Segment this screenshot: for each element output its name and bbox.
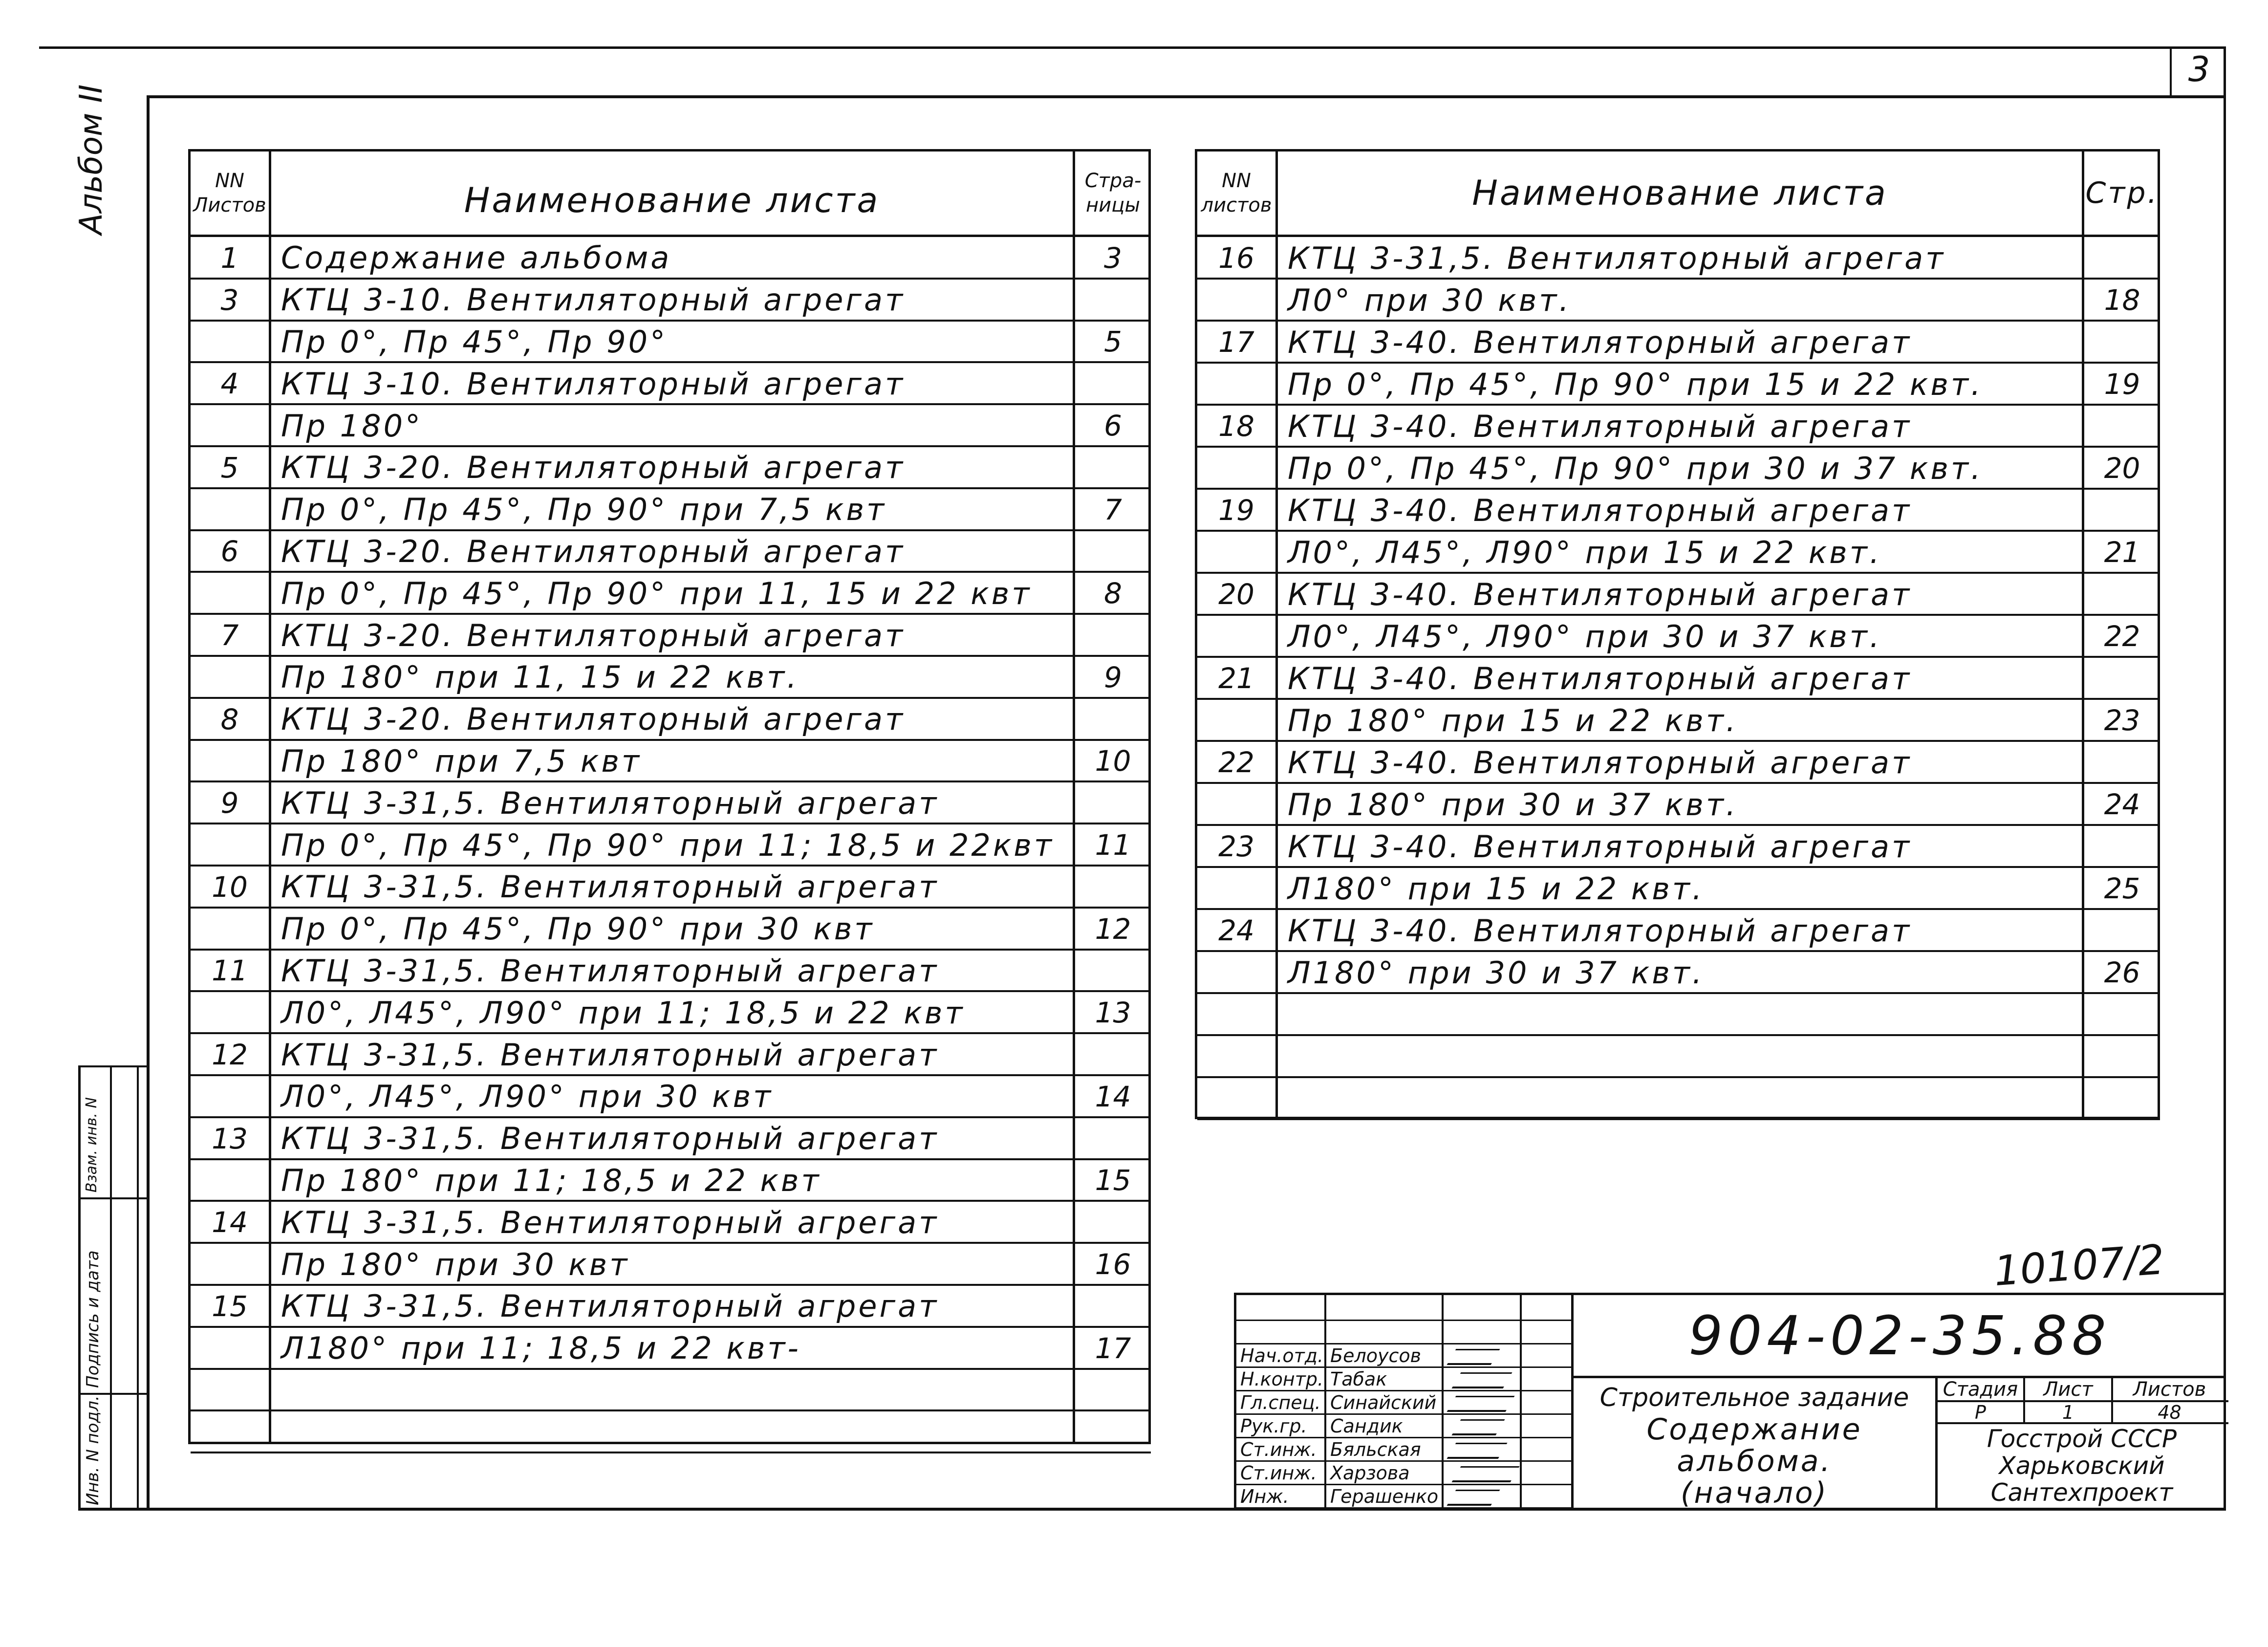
right-table-row-number xyxy=(1197,952,1275,994)
right-table-row-name: Л180° при 30 и 37 квт. xyxy=(1288,954,1705,991)
right-table-row-name: КТЦ 3-40. Вентиляторный агрегат xyxy=(1288,324,1912,360)
left-table-row-number: 14 xyxy=(212,1206,248,1239)
left-table-row-page: 9 xyxy=(1104,660,1122,694)
tb-org-2: Харьковский xyxy=(1999,1452,2165,1480)
right-table-row-page: 19 xyxy=(2104,368,2140,401)
left-contents-table xyxy=(188,149,1151,1444)
right-table-row-page xyxy=(2084,994,2160,1036)
left-table-row-number xyxy=(191,1369,269,1411)
title-block xyxy=(1234,1293,2226,1510)
right-table-row-number xyxy=(1197,1078,1275,1120)
left-table-row-number xyxy=(191,908,269,950)
left-table-row-name: КТЦ 3-31,5. Вентиляторный агрегат xyxy=(281,1121,939,1157)
left-table-row-page xyxy=(1075,614,1151,656)
left-table-row-number: 15 xyxy=(212,1289,248,1323)
left-table-row-number xyxy=(191,824,269,866)
side-stamp-inv: Инв. N подл. xyxy=(83,1395,103,1505)
right-table-row-number xyxy=(1197,615,1275,657)
right-table-row-page xyxy=(2084,657,2160,699)
right-table-row-name xyxy=(1278,1036,2092,1078)
right-table-row-number xyxy=(1197,1036,1275,1078)
tb-sheet: 1 xyxy=(2062,1402,2074,1422)
left-table-row-number: 12 xyxy=(212,1038,248,1072)
left-table-row-page: 13 xyxy=(1095,996,1131,1030)
left-table-row-number: 8 xyxy=(220,702,239,736)
right-table-row-page xyxy=(2084,489,2160,531)
left-table-row-number xyxy=(191,405,269,447)
left-table-row-number: 4 xyxy=(220,367,239,401)
right-table-row-number xyxy=(1197,531,1275,573)
right-table-row-name: Пр 0°, Пр 45°, Пр 90° при 15 и 22 квт. xyxy=(1288,366,1983,402)
rt-head-num: NN листов xyxy=(1201,170,1272,217)
right-table-row-name xyxy=(1278,1078,2092,1120)
right-table-row-page: 26 xyxy=(2104,956,2140,989)
right-table-row-number xyxy=(1197,994,1275,1036)
right-table-row-number: 24 xyxy=(1218,914,1254,947)
right-table-row-name: КТЦ 3-40. Вентиляторный агрегат xyxy=(1288,828,1912,865)
left-table-row-page xyxy=(1075,1369,1151,1411)
left-table-row-page xyxy=(1075,447,1151,489)
side-stamp-div1 xyxy=(78,1197,149,1199)
left-table-row-name: КТЦ 3-20. Вентиляторный агрегат xyxy=(281,533,906,569)
right-table-row-page xyxy=(2084,1078,2160,1120)
tb-title-2: альбома. xyxy=(1677,1444,1832,1478)
side-stamp-line1 xyxy=(78,1065,81,1510)
tb-stage: Р xyxy=(1975,1402,1986,1422)
right-table-row-name: Л0° при 30 квт. xyxy=(1288,282,1572,318)
tb-v3 xyxy=(1520,1295,1522,1510)
side-stamp-line2 xyxy=(110,1065,112,1510)
right-table-row-name: КТЦ 3-40. Вентиляторный агрегат xyxy=(1288,912,1912,949)
tb-person: Бяльская xyxy=(1330,1439,1421,1460)
left-table-row-number: 3 xyxy=(220,283,239,317)
right-table-row-page: 24 xyxy=(2104,788,2140,821)
tb-role: Н.контр. xyxy=(1240,1368,1324,1390)
right-table-row-page: 23 xyxy=(2104,704,2140,737)
rt-head-name: Наименование листа xyxy=(1472,173,1888,213)
left-table-row-number: 11 xyxy=(212,954,248,988)
tb-role: Инж. xyxy=(1240,1486,1289,1507)
right-table-row-name: Л0°, Л45°, Л90° при 30 и 37 квт. xyxy=(1288,618,1882,654)
left-table-row-name: Пр 180° при 11, 15 и 22 квт. xyxy=(281,659,799,695)
left-table-row-page xyxy=(1075,279,1151,321)
right-table-row-page xyxy=(2084,825,2160,867)
right-table-row-page: 25 xyxy=(2104,872,2140,905)
left-table-row-name: КТЦ 3-20. Вентиляторный агрегат xyxy=(281,701,906,737)
tb-signature xyxy=(1451,1372,1512,1388)
tb-role: Ст.инж. xyxy=(1240,1439,1317,1460)
left-table-row-number xyxy=(191,656,269,698)
right-table-row-name: Пр 0°, Пр 45°, Пр 90° при 30 и 37 квт. xyxy=(1288,450,1983,486)
left-table-row-page xyxy=(1075,531,1151,573)
left-table-row-page: 6 xyxy=(1104,409,1122,443)
left-table-row-number xyxy=(191,572,269,614)
left-table-row-number xyxy=(191,740,269,782)
tb-signature xyxy=(1451,1419,1505,1435)
right-table-row-name: КТЦ 3-40. Вентиляторный агрегат xyxy=(1288,408,1912,444)
right-table-row-number: 20 xyxy=(1218,578,1254,611)
left-table-row-page xyxy=(1075,950,1151,992)
frame-left-inner xyxy=(147,95,150,1510)
left-table-row-number xyxy=(191,992,269,1034)
tb-title-1: Содержание xyxy=(1646,1412,1862,1447)
left-table-row-name: КТЦ 3-31,5. Вентиляторный агрегат xyxy=(281,869,939,905)
right-table-row-name: КТЦ 3-40. Вентиляторный агрегат xyxy=(1288,492,1912,528)
tb-sign-line xyxy=(1236,1320,1574,1321)
right-table-row-number xyxy=(1197,363,1275,405)
tb-role: Нач.отд. xyxy=(1240,1345,1324,1366)
lt-head-page: Стра- ницы xyxy=(1084,170,1142,217)
left-table-row-number: 9 xyxy=(220,786,239,820)
right-table-row-name: Пр 180° при 30 и 37 квт. xyxy=(1288,786,1738,823)
left-table-row-page xyxy=(1075,866,1151,908)
left-table-row-page: 16 xyxy=(1095,1248,1131,1281)
left-table-row-page xyxy=(1075,1201,1151,1243)
sheet-box-left xyxy=(2170,46,2172,98)
tb-person: Табак xyxy=(1330,1368,1387,1390)
right-table-row-number: 22 xyxy=(1218,746,1254,779)
left-table-row-number xyxy=(191,1327,269,1369)
right-table-row-name: Л0°, Л45°, Л90° при 15 и 22 квт. xyxy=(1288,534,1882,570)
side-stamp-sign: Подпись и дата xyxy=(83,1250,103,1388)
left-table-row-name: Пр 180° при 7,5 квт xyxy=(281,743,642,779)
left-table-row-name: Пр 180° при 30 квт xyxy=(281,1246,630,1282)
right-contents-table xyxy=(1195,149,2160,1119)
left-table-row-number xyxy=(191,1411,269,1453)
tb-person: Харзова xyxy=(1330,1462,1410,1484)
left-table-row-page xyxy=(1075,1285,1151,1327)
tb-signature xyxy=(1447,1349,1500,1365)
right-table-row-page xyxy=(2084,237,2160,279)
left-table-row-name: Пр 180° xyxy=(281,408,423,444)
side-stamp-line3 xyxy=(137,1065,139,1510)
left-table-row-name: Л0°, Л45°, Л90° при 30 квт xyxy=(281,1079,774,1115)
right-table-row-name: КТЦ 3-40. Вентиляторный агрегат xyxy=(1288,576,1912,612)
right-table-row-page xyxy=(2084,910,2160,952)
tb-sheets: 48 xyxy=(2158,1402,2182,1422)
tb-org-1: Госстрой СССР xyxy=(1987,1425,2177,1453)
left-table-row-name: Пр 0°, Пр 45°, Пр 90° при 30 квт xyxy=(281,911,875,947)
lt-head-num: NN Листов xyxy=(193,170,266,217)
right-table-row-number xyxy=(1197,699,1275,741)
left-table-row-page: 12 xyxy=(1095,912,1131,946)
tb-person: Сандик xyxy=(1330,1415,1403,1437)
right-table-row-number xyxy=(1197,783,1275,825)
left-table-row-number xyxy=(191,1243,269,1285)
left-table-row-number xyxy=(191,1160,269,1202)
left-table-row-number xyxy=(191,321,269,363)
left-table-row-number xyxy=(191,489,269,531)
side-stamp-inv2: Взам. инв. N xyxy=(83,1097,100,1192)
left-table-row-page: 3 xyxy=(1104,241,1122,275)
right-table-row-name: КТЦ 3-31,5. Вентиляторный агрегат xyxy=(1288,240,1946,276)
tb-signature xyxy=(1451,1466,1519,1482)
tb-stage-label: Стадия xyxy=(1943,1378,2018,1400)
tb-role: Рук.гр. xyxy=(1240,1415,1307,1437)
tb-role: Ст.инж. xyxy=(1240,1462,1317,1484)
left-table-row-page: 10 xyxy=(1095,744,1131,778)
right-table-row-number: 16 xyxy=(1218,241,1254,275)
left-table-row-name: КТЦ 3-10. Вентиляторный агрегат xyxy=(281,366,906,402)
left-table-row-name: КТЦ 3-31,5. Вентиляторный агрегат xyxy=(281,1204,939,1240)
right-table-row-number xyxy=(1197,279,1275,321)
tb-person: Белоусов xyxy=(1330,1345,1422,1366)
left-table-row-number: 1 xyxy=(220,241,239,275)
left-table-row-page xyxy=(1075,698,1151,740)
left-table-row-name xyxy=(271,1411,1082,1453)
rt-head-page: Стр. xyxy=(2085,176,2159,210)
left-table-row-name: Пр 0°, Пр 45°, Пр 90° при 11; 18,5 и 22квт xyxy=(281,827,1054,863)
side-stamp-div2 xyxy=(78,1393,149,1395)
left-table-row-name: КТЦ 3-20. Вентиляторный агрегат xyxy=(281,450,906,486)
left-table-row-name: КТЦ 3-20. Вентиляторный агрегат xyxy=(281,617,906,653)
right-table-row-number: 21 xyxy=(1218,662,1254,695)
lt-head-name: Наименование листа xyxy=(464,180,880,220)
left-table-row-name: КТЦ 3-31,5. Вентиляторный агрегат xyxy=(281,1037,939,1073)
right-table-row-page xyxy=(2084,573,2160,615)
right-table-row-name: Пр 180° при 15 и 22 квт. xyxy=(1288,702,1738,738)
album-label: Альбом II xyxy=(73,84,109,235)
left-table-row-name: Содержание альбома xyxy=(281,240,672,276)
right-table-row-number: 23 xyxy=(1218,830,1254,863)
left-table-row-page: 8 xyxy=(1104,577,1122,610)
left-table-row-name: Л0°, Л45°, Л90° при 11; 18,5 и 22 квт xyxy=(281,995,965,1031)
right-table-row-page xyxy=(2084,321,2160,363)
left-table-row-name: Пр 0°, Пр 45°, Пр 90° xyxy=(281,324,668,360)
left-table-row-page: 17 xyxy=(1095,1331,1131,1365)
inventory-number: 10107/2 xyxy=(1992,1235,2166,1296)
left-table-row-name: Пр 180° при 11; 18,5 и 22 квт xyxy=(281,1162,821,1198)
left-table-row-name xyxy=(271,1369,1082,1411)
right-table-row-number xyxy=(1197,867,1275,910)
right-table-row-page xyxy=(2084,405,2160,447)
tb-stage-h2 xyxy=(1935,1422,2228,1424)
left-table-row-number: 5 xyxy=(220,451,239,484)
tb-org-3: Сантехпроект xyxy=(1990,1478,2173,1507)
right-table-row-page: 22 xyxy=(2104,620,2140,653)
left-table-row-name: КТЦ 3-31,5. Вентиляторный агрегат xyxy=(281,953,939,989)
left-table-row-page xyxy=(1075,782,1151,824)
tb-title-3: (начало) xyxy=(1680,1476,1829,1510)
tb-role: Гл.спец. xyxy=(1240,1392,1321,1413)
right-table-row-page: 20 xyxy=(2104,452,2140,485)
right-table-row-number: 19 xyxy=(1218,494,1254,527)
left-table-row-number: 13 xyxy=(212,1122,248,1155)
left-table-row-name: Пр 0°, Пр 45°, Пр 90° при 7,5 квт xyxy=(281,492,887,528)
left-table-row-name: КТЦ 3-10. Вентиляторный агрегат xyxy=(281,282,906,318)
left-table-row-name: КТЦ 3-31,5. Вентиляторный агрегат xyxy=(281,785,939,821)
right-table-row-number xyxy=(1197,447,1275,489)
left-table-row-number xyxy=(191,1076,269,1118)
left-table-row-page xyxy=(1075,363,1151,405)
tb-person: Синайский xyxy=(1330,1392,1437,1413)
left-table-row-name: КТЦ 3-31,5. Вентиляторный агрегат xyxy=(281,1288,939,1324)
tb-signature xyxy=(1447,1396,1514,1412)
right-table-row-page xyxy=(2084,741,2160,783)
left-table-row-name: Пр 0°, Пр 45°, Пр 90° при 11, 15 и 22 квт xyxy=(281,575,1032,611)
left-table-row-number: 7 xyxy=(220,619,239,652)
frame-top-outer xyxy=(39,46,2226,49)
tb-person: Герашенко xyxy=(1330,1486,1439,1507)
left-table-row-name: Л180° при 11; 18,5 и 22 квт- xyxy=(281,1330,801,1366)
left-table-row-page: 5 xyxy=(1104,325,1122,359)
left-table-row-page: 7 xyxy=(1104,493,1122,526)
left-table-row-page: 15 xyxy=(1095,1164,1131,1197)
left-table-row-page: 11 xyxy=(1095,828,1131,862)
left-table-row-page xyxy=(1075,1411,1151,1453)
right-table-row-number: 17 xyxy=(1218,325,1254,359)
tb-sheet-label: Лист xyxy=(2043,1378,2093,1400)
side-stamp-top xyxy=(78,1065,149,1067)
right-table-row-name: КТЦ 3-40. Вентиляторный агрегат xyxy=(1288,660,1912,696)
tb-signature xyxy=(1447,1443,1507,1459)
frame-right xyxy=(2224,46,2226,1510)
tb-signature xyxy=(1447,1490,1500,1506)
left-table-row-page xyxy=(1075,1034,1151,1076)
sheet-number: 3 xyxy=(2188,49,2210,89)
right-table-row-number: 18 xyxy=(1218,410,1254,443)
right-table-row-page: 21 xyxy=(2104,536,2140,569)
right-table-row-name: КТЦ 3-40. Вентиляторный агрегат xyxy=(1288,744,1912,780)
right-table-row-name: Л180° при 15 и 22 квт. xyxy=(1288,870,1705,907)
left-table-row-page: 14 xyxy=(1095,1080,1131,1113)
right-table-row-page xyxy=(2084,1036,2160,1078)
right-table-row-name xyxy=(1278,994,2092,1036)
left-table-row-number: 6 xyxy=(220,535,239,568)
project-code: 904-02-35.88 xyxy=(1688,1304,2111,1367)
left-table-row-page xyxy=(1075,1118,1151,1160)
tb-subject: Строительное задание xyxy=(1599,1383,1909,1412)
frame-top-inner xyxy=(147,95,2226,98)
left-table-row-number: 10 xyxy=(212,870,248,904)
tb-sheets-label: Листов xyxy=(2133,1378,2206,1400)
right-table-row-page: 18 xyxy=(2104,283,2140,317)
